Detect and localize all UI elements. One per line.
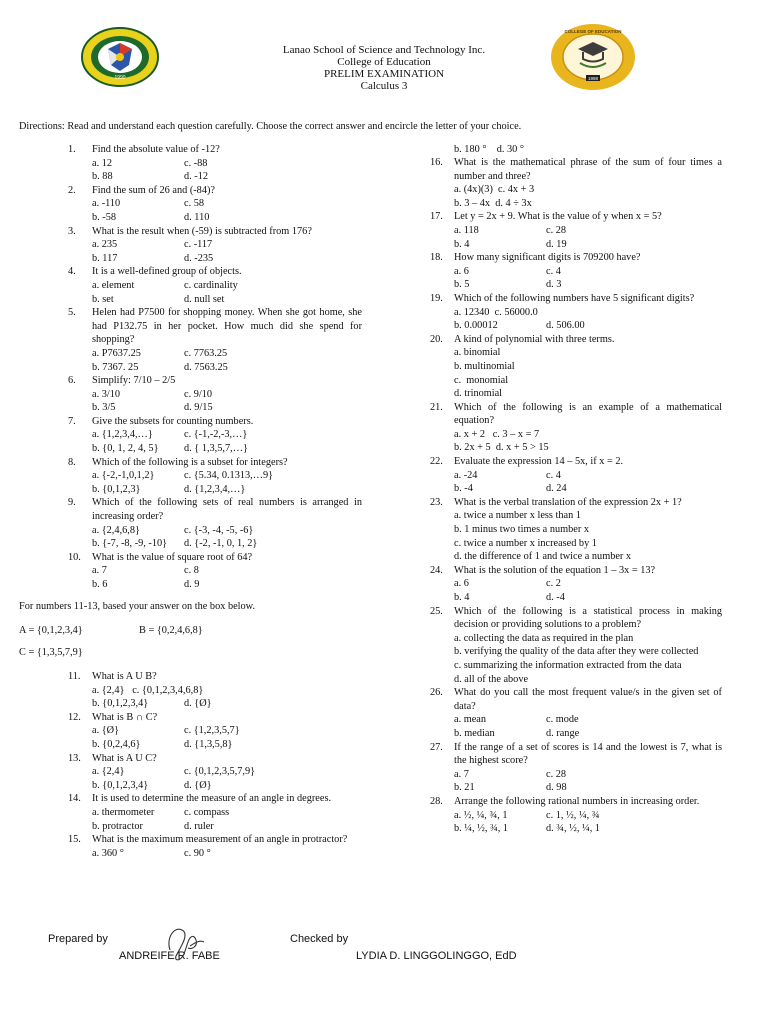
set-a: A = {0,1,2,3,4} xyxy=(19,625,83,636)
answer-options-row xyxy=(454,319,722,333)
school-name: Lanao School of Science and Technology Inc. xyxy=(282,44,486,56)
answer-options-row xyxy=(92,170,362,184)
answer-option: b. {0,1,2,3,4} xyxy=(92,779,149,791)
q15-options-cont: b. 180 ° d. 30 ° xyxy=(454,144,525,155)
answer-option: d. -235 xyxy=(184,252,214,264)
answer-option: d. -4 xyxy=(546,592,565,603)
answer-option: c. -117 xyxy=(184,239,213,251)
answer-option: b. multinomial xyxy=(454,360,515,372)
answer-option: b. median xyxy=(454,727,495,739)
answer-options-row xyxy=(92,483,362,497)
question-text: What is the verbal translation of the expression 2x + 1? xyxy=(454,496,682,508)
prepared-by-name: ANDREIFE R. FABE xyxy=(119,950,220,962)
answer-options-row xyxy=(92,197,362,211)
answer-option: d. 19 xyxy=(546,238,567,250)
answer-options-row xyxy=(92,537,362,551)
answer-option: c. {-3, -4, -5, -6} xyxy=(184,524,254,536)
answer-options-row xyxy=(454,550,722,564)
question-number: 7. xyxy=(68,415,76,427)
answer-option: c. 4 xyxy=(546,469,561,481)
question-number: 10. xyxy=(68,551,81,563)
answer-option: a. 360 ° xyxy=(92,847,124,859)
answer-options-row xyxy=(92,806,362,820)
answer-options-row xyxy=(92,578,362,592)
answer-option: d. ¾, ½, ¼, 1 xyxy=(546,823,601,835)
svg-text:COLLEGE OF EDUCATION: COLLEGE OF EDUCATION xyxy=(564,29,622,34)
answer-options-row xyxy=(92,388,362,402)
question-text: If the range of a set of scores is 14 and the lowest is 7, what is the highest score? xyxy=(454,741,722,767)
answer-options-row xyxy=(454,577,722,591)
directions-text: Directions: Read and understand each question carefully. Choose the correct answer and encircle the letter of your choice. xyxy=(19,121,522,132)
question-text: What is the value of square root of 64? xyxy=(92,551,253,563)
question-number: 15. xyxy=(68,834,81,846)
answer-options-row xyxy=(92,279,362,293)
answer-options-row xyxy=(454,659,722,673)
question-number: 21. xyxy=(430,401,443,413)
answer-options-row xyxy=(454,374,722,388)
question-number: 8. xyxy=(68,456,76,468)
answer-options-row xyxy=(454,673,722,687)
question-number: 13. xyxy=(68,752,81,764)
question-item xyxy=(430,686,722,740)
question-item xyxy=(430,496,722,564)
answer-option: d. {Ø} xyxy=(184,779,212,791)
question-item xyxy=(430,292,722,333)
question-text: Arrange the following rational numbers in increasing order. xyxy=(454,795,700,807)
answer-options-row xyxy=(454,509,722,523)
answer-option: a. {2,4} c. {0,1,2,3,4,6,8} xyxy=(92,684,204,696)
answer-option: c. 58 xyxy=(184,198,205,210)
question-number: 28. xyxy=(430,795,443,807)
answer-option: a. 12 xyxy=(92,157,113,169)
question-text: What do you call the most frequent value/s in the given set of data? xyxy=(454,687,722,712)
answer-option: a. ½, ¼, ¾, 1 xyxy=(454,809,508,821)
question-number: 9. xyxy=(68,497,76,509)
question-item xyxy=(68,184,362,225)
answer-option: a. binomial xyxy=(454,347,501,359)
answer-option: c. twice a number x increased by 1 xyxy=(454,537,597,549)
question-number: 14. xyxy=(68,793,81,805)
question-item xyxy=(68,752,362,793)
answer-options-row xyxy=(454,632,722,646)
answer-option: b. 4 xyxy=(454,238,470,250)
answer-option: c. {1,2,3,5,7} xyxy=(184,725,240,737)
answer-option: a. 118 xyxy=(454,224,479,236)
answer-options-row xyxy=(92,724,362,738)
answer-options-row xyxy=(454,727,722,741)
answer-option: d. 110 xyxy=(184,211,210,223)
question-text: Find the sum of 26 and (-84)? xyxy=(92,184,215,196)
question-item xyxy=(430,605,722,687)
question-item xyxy=(430,795,722,836)
answer-options-row xyxy=(454,224,722,238)
question-text: It is used to determine the measure of an angle in degrees. xyxy=(92,793,332,805)
exam-title: PRELIM EXAMINATION xyxy=(323,68,445,80)
answer-option: a. collecting the data as required in the plan xyxy=(454,632,634,644)
answer-option: d. null set xyxy=(184,293,225,305)
answer-option: d. { 1,3,5,7,…} xyxy=(184,443,248,455)
question-item xyxy=(68,306,362,374)
answer-option: b. set xyxy=(92,293,114,305)
answer-option: c. 4 xyxy=(546,265,561,277)
question-item xyxy=(430,156,722,210)
answer-option: b. 3/5 xyxy=(92,402,116,414)
answer-options-row xyxy=(454,278,722,292)
question-text: Helen had P7500 for shopping money. When she got home, she had P132.75 in her pocket. How much did she spend for shopping? xyxy=(92,307,362,346)
question-number: 16. xyxy=(430,157,443,168)
question-number: 6. xyxy=(68,375,76,387)
right-column-q15-cont xyxy=(430,143,722,157)
answer-option: a. {1,2,3,4,…} xyxy=(92,429,153,441)
answer-option: a. 6 xyxy=(454,578,469,590)
question-number: 22. xyxy=(430,456,443,468)
question-item xyxy=(430,210,722,251)
college-seal-logo xyxy=(550,23,636,91)
question-number: 1. xyxy=(68,144,76,155)
answer-option: c. -88 xyxy=(184,157,208,169)
answer-option: c. {0,1,2,3,5,7,9} xyxy=(184,766,256,778)
question-text: Simplify: 7/10 – 2/5 xyxy=(92,375,176,387)
answer-options-row xyxy=(454,645,722,659)
answer-options-row xyxy=(454,265,722,279)
answer-option: a. 12340 c. 56000.0 xyxy=(454,306,538,318)
answer-options-row xyxy=(454,306,722,320)
answer-options-row xyxy=(92,361,362,375)
answer-option: a. P7637.25 xyxy=(92,347,141,359)
answer-option: b. 2x + 5 d. x + 5 > 15 xyxy=(454,442,549,454)
answer-option: d. range xyxy=(546,727,580,739)
set-c: C = {1,3,5,7,9} xyxy=(19,647,83,658)
checked-by-name: LYDIA D. LINGGOLINGGO, EdD xyxy=(356,950,517,962)
question-text: Which of the following is a subset for integers? xyxy=(92,456,288,468)
question-item xyxy=(430,333,722,401)
answer-option: b. 1 minus two times a number x xyxy=(454,524,589,536)
question-text: What is A U C? xyxy=(92,752,157,764)
answer-option: b. {0, 1, 2, 4, 5} xyxy=(92,443,159,455)
question-item xyxy=(68,833,362,860)
question-text: Which of the following numbers have 5 significant digits? xyxy=(454,292,695,304)
answer-option: d. ruler xyxy=(184,820,214,832)
answer-options-row xyxy=(454,346,722,360)
question-number: 11. xyxy=(68,671,81,682)
answer-options-row xyxy=(454,428,722,442)
prepared-by-label: Prepared by xyxy=(48,933,108,945)
answer-option: d. 7563.25 xyxy=(184,361,228,373)
answer-options-row xyxy=(92,347,362,361)
answer-options-row xyxy=(92,697,362,711)
answer-option: b. {-7, -8, -9, -10} xyxy=(92,538,168,550)
set-b: B = {0,2,4,6,8} xyxy=(139,625,203,636)
answer-option: c. 1, ½, ¼, ¾ xyxy=(546,809,600,821)
answer-options-row xyxy=(454,523,722,537)
box-intro: For numbers 11-13, based your answer on the box below. xyxy=(19,601,256,612)
answer-option: a. 6 xyxy=(454,265,469,277)
answer-option: b. 6 xyxy=(92,579,108,590)
svg-text:1990: 1990 xyxy=(114,75,126,81)
answer-options-row xyxy=(454,360,722,374)
answer-option: a. {Ø} xyxy=(92,725,120,737)
question-text: What is B ∩ C? xyxy=(92,711,158,723)
answer-options-row xyxy=(92,779,362,793)
question-text: Which of the following sets of real numbers is arranged in increasing order? xyxy=(92,497,362,523)
answer-options-row xyxy=(454,713,722,727)
answer-option: c. summarizing the information extracted from the data xyxy=(454,659,682,671)
answer-options-row xyxy=(92,820,362,834)
answer-option: d. 24 xyxy=(546,483,567,495)
answer-option: c. 9/10 xyxy=(184,388,213,400)
answer-option: d. trinomial xyxy=(454,388,503,400)
answer-option: b. 88 xyxy=(92,171,113,183)
answer-option: d. 9 xyxy=(184,579,200,590)
question-item xyxy=(430,741,722,795)
question-item xyxy=(430,251,722,292)
answer-option: c. 28 xyxy=(546,224,567,236)
answer-options-row xyxy=(92,738,362,752)
question-number: 25. xyxy=(430,605,443,617)
answer-options-row xyxy=(92,524,362,538)
answer-options-row xyxy=(454,591,722,605)
answer-option: c. 7763.25 xyxy=(184,347,228,359)
answer-options-row xyxy=(92,442,362,456)
answer-option: c. 28 xyxy=(546,768,567,780)
question-number: 2. xyxy=(68,184,76,196)
answer-option: a. -110 xyxy=(92,198,121,210)
question-text: What is the solution of the equation 1 – 3x = 13? xyxy=(454,564,656,576)
answer-options-row xyxy=(454,197,722,211)
question-item xyxy=(68,415,362,456)
answer-option: b. 7367. 25 xyxy=(92,361,139,373)
answer-option: b. 4 xyxy=(454,592,470,603)
answer-option: c. mode xyxy=(546,714,579,726)
answer-option: a. {2,4,6,8} xyxy=(92,524,140,536)
answer-option: a. twice a number x less than 1 xyxy=(454,510,581,522)
answer-option: b. 0.00012 xyxy=(454,320,498,332)
answer-options-row xyxy=(454,441,722,455)
left-column-q11-15 xyxy=(68,670,362,860)
svg-text:1998: 1998 xyxy=(587,76,599,81)
question-number: 17. xyxy=(430,211,443,223)
answer-options-row xyxy=(454,809,722,823)
answer-option: d. all of the above xyxy=(454,673,529,685)
answer-options-row xyxy=(454,482,722,496)
question-item xyxy=(68,711,362,752)
answer-options-row xyxy=(454,781,722,795)
question-text: What is the maximum measurement of an angle in protractor? xyxy=(92,834,348,846)
question-text: Give the subsets for counting numbers. xyxy=(92,415,254,427)
question-text: How many significant digits is 709200 have? xyxy=(454,252,641,264)
answer-option: c. 2 xyxy=(546,578,561,590)
answer-option: b. protractor xyxy=(92,820,143,832)
question-text: Which of the following is a statistical process in making decision or providing solutions to a problem? xyxy=(454,605,722,631)
answer-options-row xyxy=(454,238,722,252)
answer-option: c. cardinality xyxy=(184,279,238,291)
question-number: 23. xyxy=(430,496,443,508)
answer-option: d. {1,3,5,8} xyxy=(184,738,233,750)
question-item xyxy=(430,455,722,496)
question-text: Evaluate the expression 14 – 5x, if x = 2. xyxy=(454,456,624,468)
answer-options-row xyxy=(92,157,362,171)
right-column-q16-28 xyxy=(430,156,722,836)
answer-option: d. {1,2,3,4,…} xyxy=(184,483,246,495)
question-item xyxy=(68,496,362,550)
answer-option: c. 8 xyxy=(184,565,199,577)
question-text: Find the absolute value of -12? xyxy=(92,144,220,155)
answer-option: a. (4x)(3) c. 4x + 3 xyxy=(454,184,535,196)
answer-option: d. the difference of 1 and twice a number x xyxy=(454,551,632,563)
answer-options-row xyxy=(92,765,362,779)
answer-options-row xyxy=(454,768,722,782)
question-number: 19. xyxy=(430,292,443,304)
exam-header xyxy=(234,44,534,92)
question-item xyxy=(68,792,362,833)
school-seal-logo xyxy=(80,27,160,87)
answer-option: b. 3 – 4x d. 4 ÷ 3x xyxy=(454,197,532,209)
question-number: 12. xyxy=(68,711,81,723)
answer-option: d. {Ø} xyxy=(184,698,212,710)
answer-option: b. {0,1,2,3} xyxy=(92,483,141,495)
answer-options-row xyxy=(92,401,362,415)
signature-image xyxy=(160,920,208,964)
question-number: 24. xyxy=(430,564,443,576)
answer-option: a. element xyxy=(92,279,135,291)
question-item xyxy=(68,143,362,184)
answer-option: d. 9/15 xyxy=(184,402,213,414)
answer-options-row xyxy=(92,293,362,307)
answer-option: a. thermometer xyxy=(92,806,155,818)
checked-by-label: Checked by xyxy=(290,933,349,945)
answer-option: d. -12 xyxy=(184,171,209,183)
answer-option: b. -58 xyxy=(92,211,117,223)
question-text: A kind of polynomial with three terms. xyxy=(454,333,615,345)
answer-option: d. 506.00 xyxy=(546,320,585,332)
answer-option: b. {0,2,4,6} xyxy=(92,738,141,750)
answer-option: b. {0,1,2,3,4} xyxy=(92,698,149,710)
question-number: 4. xyxy=(68,266,76,278)
question-item xyxy=(430,401,722,455)
answer-option: b. 5 xyxy=(454,279,470,291)
question-item xyxy=(68,265,362,306)
question-item xyxy=(68,670,362,711)
answer-option: b. -4 xyxy=(454,483,473,495)
answer-options-row xyxy=(92,469,362,483)
question-number: 3. xyxy=(68,225,76,237)
question-text: What is A U B? xyxy=(92,671,157,682)
question-number: 20. xyxy=(430,333,443,345)
answer-option: a. {-2,-1,0,1,2} xyxy=(92,470,155,482)
answer-option: b. ¼, ½, ¾, 1 xyxy=(454,823,509,835)
answer-option: c. {5.34, 0.1313,…9} xyxy=(184,470,274,482)
answer-option: c. 90 ° xyxy=(184,847,211,859)
answer-option: d. 3 xyxy=(546,279,562,291)
question-item xyxy=(68,456,362,497)
answer-options-row xyxy=(454,183,722,197)
answer-options-row xyxy=(454,537,722,551)
college-name: College of Education xyxy=(337,56,431,68)
question-item xyxy=(68,374,362,415)
question-item xyxy=(68,551,362,592)
question-text: What is the mathematical phrase of the sum of four times a number and three? xyxy=(454,157,722,182)
answer-options-row xyxy=(92,252,362,266)
answer-option: a. mean xyxy=(454,714,487,726)
question-number: 26. xyxy=(430,687,443,699)
answer-options-row xyxy=(454,469,722,483)
answer-option: a. -24 xyxy=(454,469,478,481)
answer-option: a. x + 2 c. 3 – x = 7 xyxy=(454,428,540,440)
question-text: Let y = 2x + 9. What is the value of y when x = 5? xyxy=(454,211,662,223)
answer-option: c. monomial xyxy=(454,374,509,386)
answer-options-row xyxy=(92,211,362,225)
answer-options-row xyxy=(92,428,362,442)
answer-option: d. 98 xyxy=(546,782,567,794)
answer-option: b. verifying the quality of the data after they were collected xyxy=(454,646,699,658)
answer-options-row xyxy=(92,847,362,861)
answer-option: c. compass xyxy=(184,806,230,818)
question-number: 18. xyxy=(430,252,443,264)
answer-option: d. {-2, -1, 0, 1, 2} xyxy=(184,538,258,550)
answer-options-row xyxy=(454,822,722,836)
answer-option: a. 235 xyxy=(92,239,118,251)
answer-option: a. 7 xyxy=(92,565,107,577)
question-text: What is the result when (-59) is subtracted from 176? xyxy=(92,225,312,237)
answer-option: b. 117 xyxy=(92,252,118,264)
answer-option: c. {-1,-2,-3,…} xyxy=(184,429,248,441)
question-text: It is a well-defined group of objects. xyxy=(92,266,242,278)
answer-option: b. 21 xyxy=(454,782,475,794)
question-text: Which of the following is an example of a mathematical equation? xyxy=(454,401,722,427)
answer-options-row xyxy=(454,387,722,401)
question-number: 5. xyxy=(68,307,76,319)
answer-option: a. {2,4} xyxy=(92,766,125,778)
left-column-q1-10 xyxy=(68,143,362,592)
question-item xyxy=(430,564,722,605)
subject-name: Calculus 3 xyxy=(360,80,408,92)
question-number: 27. xyxy=(430,741,443,753)
answer-options-row xyxy=(92,564,362,578)
answer-option: a. 3/10 xyxy=(92,388,121,400)
answer-options-row xyxy=(92,684,362,698)
answer-option: a. 7 xyxy=(454,768,469,780)
answer-options-row xyxy=(92,238,362,252)
question-item xyxy=(68,225,362,266)
